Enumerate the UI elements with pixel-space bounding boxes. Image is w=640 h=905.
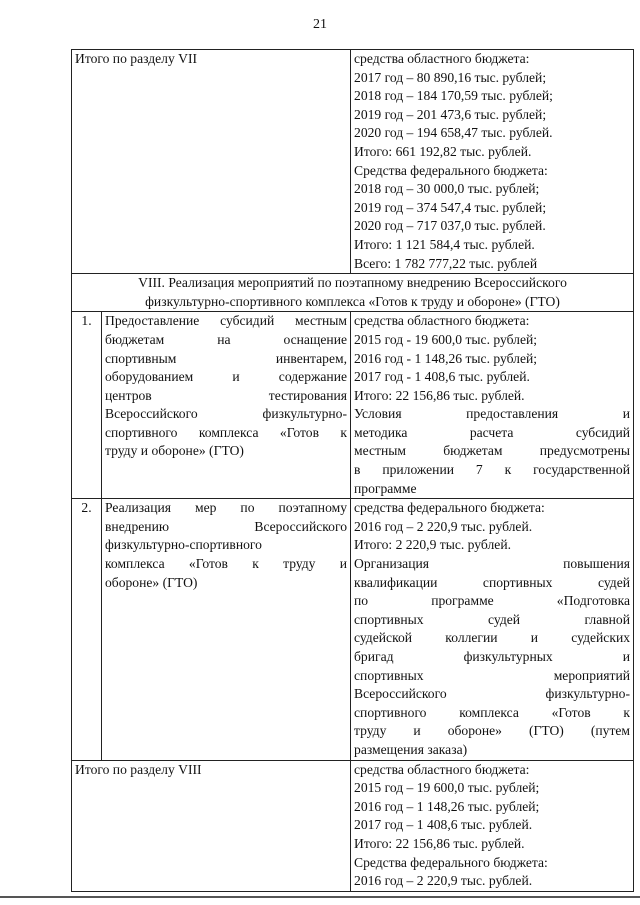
funding-line: Всего: 1 782 777,22 тыс. рублей (354, 255, 538, 271)
funding-line: 2020 год – 717 037,0 тыс. рублей. (354, 218, 546, 234)
funding-line: средства областного бюджета: (354, 51, 530, 66)
desc-line: спортивного комплекса «Готов к (105, 424, 348, 440)
desc-line: физкультурно-спортивного (105, 537, 262, 553)
section8-total-row (72, 760, 634, 891)
funding-line: судейской коллегии и судейских (354, 630, 631, 646)
desc-line: обороне» (ГТО) (105, 574, 198, 590)
funding-line: методика расчета субсидий (354, 424, 631, 440)
funding-line: 2018 год – 184 170,59 тыс. рублей; (354, 88, 553, 104)
section7-total-funding-cell (351, 50, 634, 274)
funding-line: 2020 год – 194 658,47 тыс. рублей. (354, 125, 553, 141)
funding-line: средства областного бюджета: (354, 313, 530, 329)
section8-total-label: Итого по разделу VIII (75, 761, 202, 777)
section7-total-label-cell (72, 50, 351, 274)
funding-line: Средства федерального бюджета: (354, 854, 548, 870)
funding-line: размещения заказа) (354, 741, 468, 757)
funding-line: 2015 год – 19 600,0 тыс. рублей; (354, 780, 540, 796)
funding-line: Итого: 22 156,86 тыс. рублей. (354, 387, 525, 403)
funding-line: Средства федерального бюджета: (354, 162, 548, 178)
funding-line: 2016 год – 2 220,9 тыс. рублей. (354, 518, 533, 534)
section7-total-row (72, 50, 634, 274)
funding-line: средства областного бюджета: (354, 761, 530, 777)
funding-line: 2015 год - 19 600,0 тыс. рублей; (354, 331, 538, 347)
desc-line: оборудованием и содержание (105, 369, 348, 385)
row-description (102, 499, 351, 760)
funding-line: Условия предоставления и (354, 406, 631, 422)
funding-line: Итого: 2 220,9 тыс. рублей. (354, 537, 511, 553)
funding-line: средства федерального бюджета: (354, 500, 545, 516)
desc-line: Реализация мер по поэтапному (105, 500, 348, 516)
row-funding (351, 499, 634, 760)
funding-line: спортивных мероприятий (354, 667, 631, 683)
row-description (102, 312, 351, 499)
funding-line: Итого: 1 121 584,4 тыс. рублей. (354, 236, 535, 252)
scan-edge-line (0, 896, 640, 898)
funding-line: Итого: 661 192,82 тыс. рублей. (354, 143, 532, 159)
section8-title-row (72, 274, 634, 312)
table-row (72, 312, 634, 499)
funding-line: 2017 год – 80 890,16 тыс. рублей; (354, 69, 547, 85)
funding-line: программе (354, 480, 417, 496)
funding-line: 2016 год – 1 148,26 тыс. рублей; (354, 798, 540, 814)
funding-line: 2019 год – 201 473,6 тыс. рублей; (354, 106, 547, 122)
funding-line: спортивного комплекса «Готов к (354, 704, 631, 720)
desc-line: внедрению Всероссийского (105, 518, 348, 534)
funding-line: квалификации спортивных судей (354, 574, 631, 590)
funding-line: по программе «Подготовка (354, 593, 631, 609)
desc-line: Предоставление субсидий местным (105, 313, 348, 329)
funding-table (71, 49, 634, 892)
funding-line: 2017 год – 1 408,6 тыс. рублей. (354, 817, 533, 833)
table-row (72, 499, 634, 760)
desc-line: комплекса «Готов к труду и (105, 556, 348, 572)
row-funding (351, 312, 634, 499)
funding-line: труду и обороне» (ГТО) (путем (354, 723, 631, 739)
funding-line: Организация повышения (354, 556, 631, 572)
desc-line: бюджетам на оснащение (105, 331, 348, 347)
funding-line: 2019 год – 374 547,4 тыс. рублей; (354, 199, 547, 215)
funding-line: 2018 год – 30 000,0 тыс. рублей; (354, 181, 540, 197)
section8-title (72, 274, 634, 312)
desc-line: Всероссийского физкультурно- (105, 406, 348, 422)
funding-line: 2016 год – 2 220,9 тыс. рублей. (354, 873, 533, 889)
funding-line: Всероссийского физкультурно- (354, 686, 631, 702)
funding-line: Итого: 22 156,86 тыс. рублей. (354, 835, 525, 851)
funding-line: бригад физкультурных и (354, 649, 631, 664)
page-number: 21 (313, 17, 327, 32)
section8-total-label-cell (72, 760, 351, 891)
funding-line: 2016 год - 1 148,26 тыс. рублей; (354, 350, 538, 366)
row-number: 2. (72, 499, 102, 760)
section7-total-label: Итого по разделу VII (75, 51, 198, 66)
section8-total-funding-cell (351, 760, 634, 891)
section8-title-line: физкультурно-спортивного комплекса «Готов к труду и обороне» (ГТО) (145, 293, 560, 309)
desc-line: спортивным инвентарем, (105, 350, 348, 366)
funding-line: местным бюджетам предусмотрены (354, 443, 631, 459)
desc-line: труду и обороне» (ГТО) (105, 443, 244, 459)
funding-line: в приложении 7 к государственной (354, 462, 631, 478)
funding-line: спортивных судей главной (354, 611, 631, 627)
row-number: 1. (72, 312, 102, 499)
funding-line: 2017 год - 1 408,6 тыс. рублей. (354, 369, 530, 385)
desc-line: центров тестирования (105, 387, 348, 403)
section8-title-line: VIII. Реализация мероприятий по поэтапному внедрению Всероссийского (138, 275, 567, 291)
